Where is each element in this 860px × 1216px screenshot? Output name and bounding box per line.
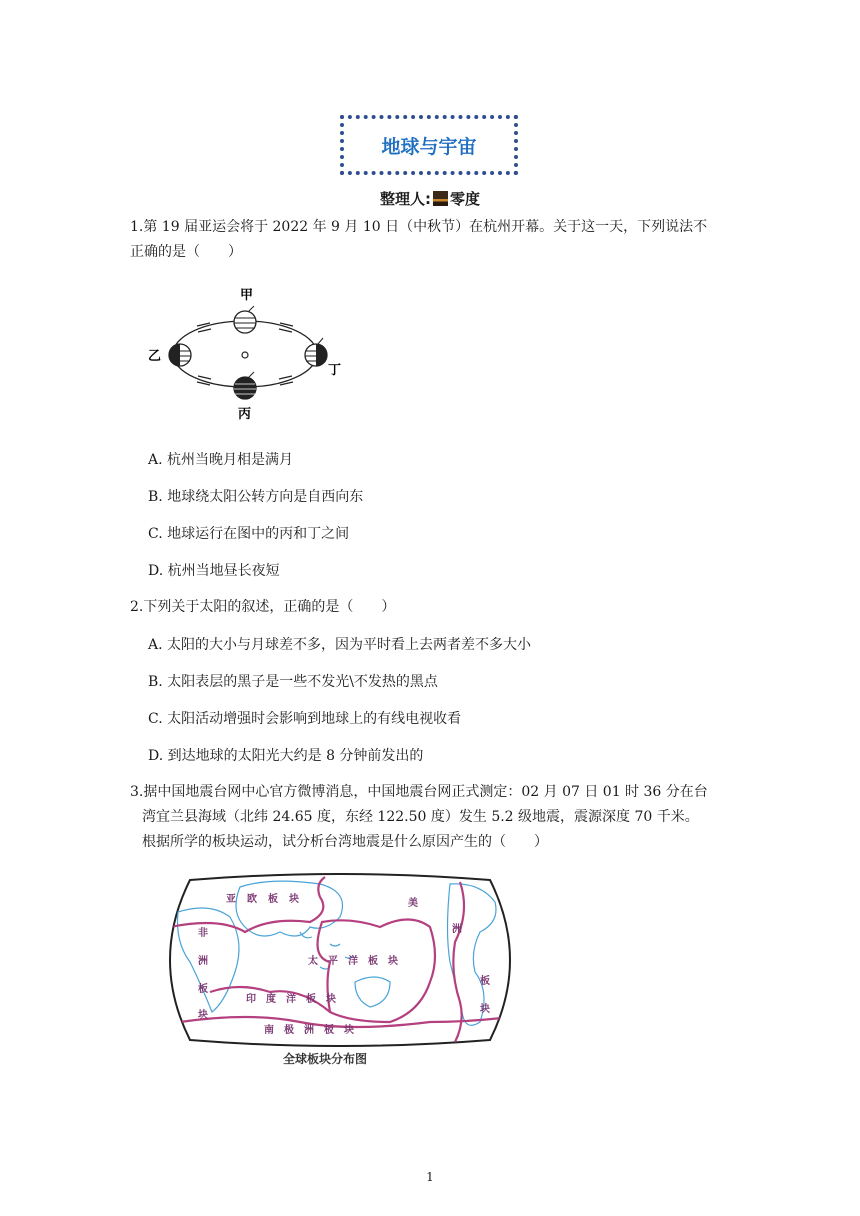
svg-text:板: 板 [480, 976, 490, 987]
question-2-stem [130, 595, 740, 620]
svg-text:南: 南 [264, 1025, 274, 1036]
page-number: 1 [426, 1170, 434, 1184]
map-caption: 全球板块分布图 [283, 1052, 368, 1066]
question-1-line-2: 正确的是（ ） [130, 244, 242, 260]
svg-text:板: 板 [368, 956, 378, 967]
question-3-line-2: 湾宜兰县海域（北纬 24.65 度，东经 122.50 度）发生 5.2 级地震，震源深度 70 千米。 [142, 809, 699, 825]
plate-map-figure [150, 872, 530, 1048]
svg-text:度: 度 [266, 994, 276, 1005]
question-3-stem [130, 780, 740, 855]
earth-orbit-figure [140, 282, 350, 422]
svg-text:板: 板 [268, 894, 278, 905]
question-1-stem [130, 215, 740, 265]
svg-text:板: 板 [306, 994, 316, 1005]
svg-text:板: 板 [324, 1025, 334, 1036]
q1-option-c: C. 地球运行在图中的丙和丁之间 [148, 526, 350, 542]
svg-text:块: 块 [198, 1010, 208, 1021]
svg-text:块: 块 [289, 894, 299, 905]
svg-text:平: 平 [328, 956, 338, 967]
svg-text:非: 非 [198, 928, 208, 939]
svg-text:洲: 洲 [452, 924, 462, 935]
label-yi: 乙 [148, 349, 162, 364]
author-name: 零度 [449, 190, 480, 208]
author-avatar-icon [433, 191, 448, 206]
q2-option-a: A. 太阳的大小与月球差不多，因为平时看上去两者差不多大小 [148, 637, 532, 653]
svg-text:板: 板 [198, 984, 208, 995]
svg-text:洲: 洲 [198, 956, 208, 967]
map-frame [170, 874, 510, 1046]
author-line [0, 188, 860, 209]
svg-text:块: 块 [480, 1004, 490, 1015]
svg-text:块: 块 [388, 956, 398, 967]
svg-text:极: 极 [284, 1025, 294, 1036]
label-bing: 丙 [238, 407, 252, 422]
author-label: 整理人: [379, 190, 431, 208]
earth-bottom-icon [234, 372, 256, 399]
svg-text:印: 印 [246, 994, 256, 1005]
q1-option-d: D. 杭州当地昼长夜短 [148, 563, 280, 579]
svg-text:欧: 欧 [247, 894, 257, 905]
page-title: 地球与宇宙 [381, 135, 477, 158]
q2-option-c: C. 太阳活动增强时会影响到地球上的有线电视收看 [148, 711, 462, 727]
earth-top-icon [234, 306, 256, 333]
svg-text:洲: 洲 [304, 1025, 314, 1036]
q2-option-b: B. 太阳表层的黑子是一些不发光\不发热的黑点 [148, 674, 438, 690]
label-ding: 丁 [328, 363, 342, 378]
question-1-line-1: 1.第 19 届亚运会将于 2022 年 9 月 10 日（中秋节）在杭州开幕。关于这一天，下列说法不 [130, 219, 708, 235]
title-box [340, 115, 518, 175]
earth-right-icon [305, 338, 327, 366]
q1-option-a: A. 杭州当晚月相是满月 [148, 452, 294, 468]
question-2-line-1: 2.下列关于太阳的叙述，正确的是（ ） [130, 599, 396, 615]
question-3-line-1: 3.据中国地震台网中心官方微博消息，中国地震台网正式测定：02 月 07 日 01 时 36 分在台 [130, 784, 708, 800]
q1-option-b: B. 地球绕太阳公转方向是自西向东 [148, 489, 364, 505]
earth-left-icon [169, 344, 191, 366]
label-jia: 甲 [240, 288, 254, 303]
svg-text:块: 块 [326, 994, 336, 1005]
sun-icon [242, 352, 248, 358]
svg-text:亚: 亚 [226, 894, 236, 905]
svg-text:美: 美 [408, 898, 418, 909]
svg-text:块: 块 [344, 1025, 354, 1036]
question-3-line-3: 根据所学的板块运动，试分析台湾地震是什么原因产生的（ ） [142, 834, 548, 850]
svg-text:洋: 洋 [348, 956, 358, 967]
svg-text:洋: 洋 [286, 994, 296, 1005]
q2-option-d: D. 到达地球的太阳光大约是 8 分钟前发出的 [148, 748, 424, 764]
svg-text:太: 太 [308, 956, 318, 967]
